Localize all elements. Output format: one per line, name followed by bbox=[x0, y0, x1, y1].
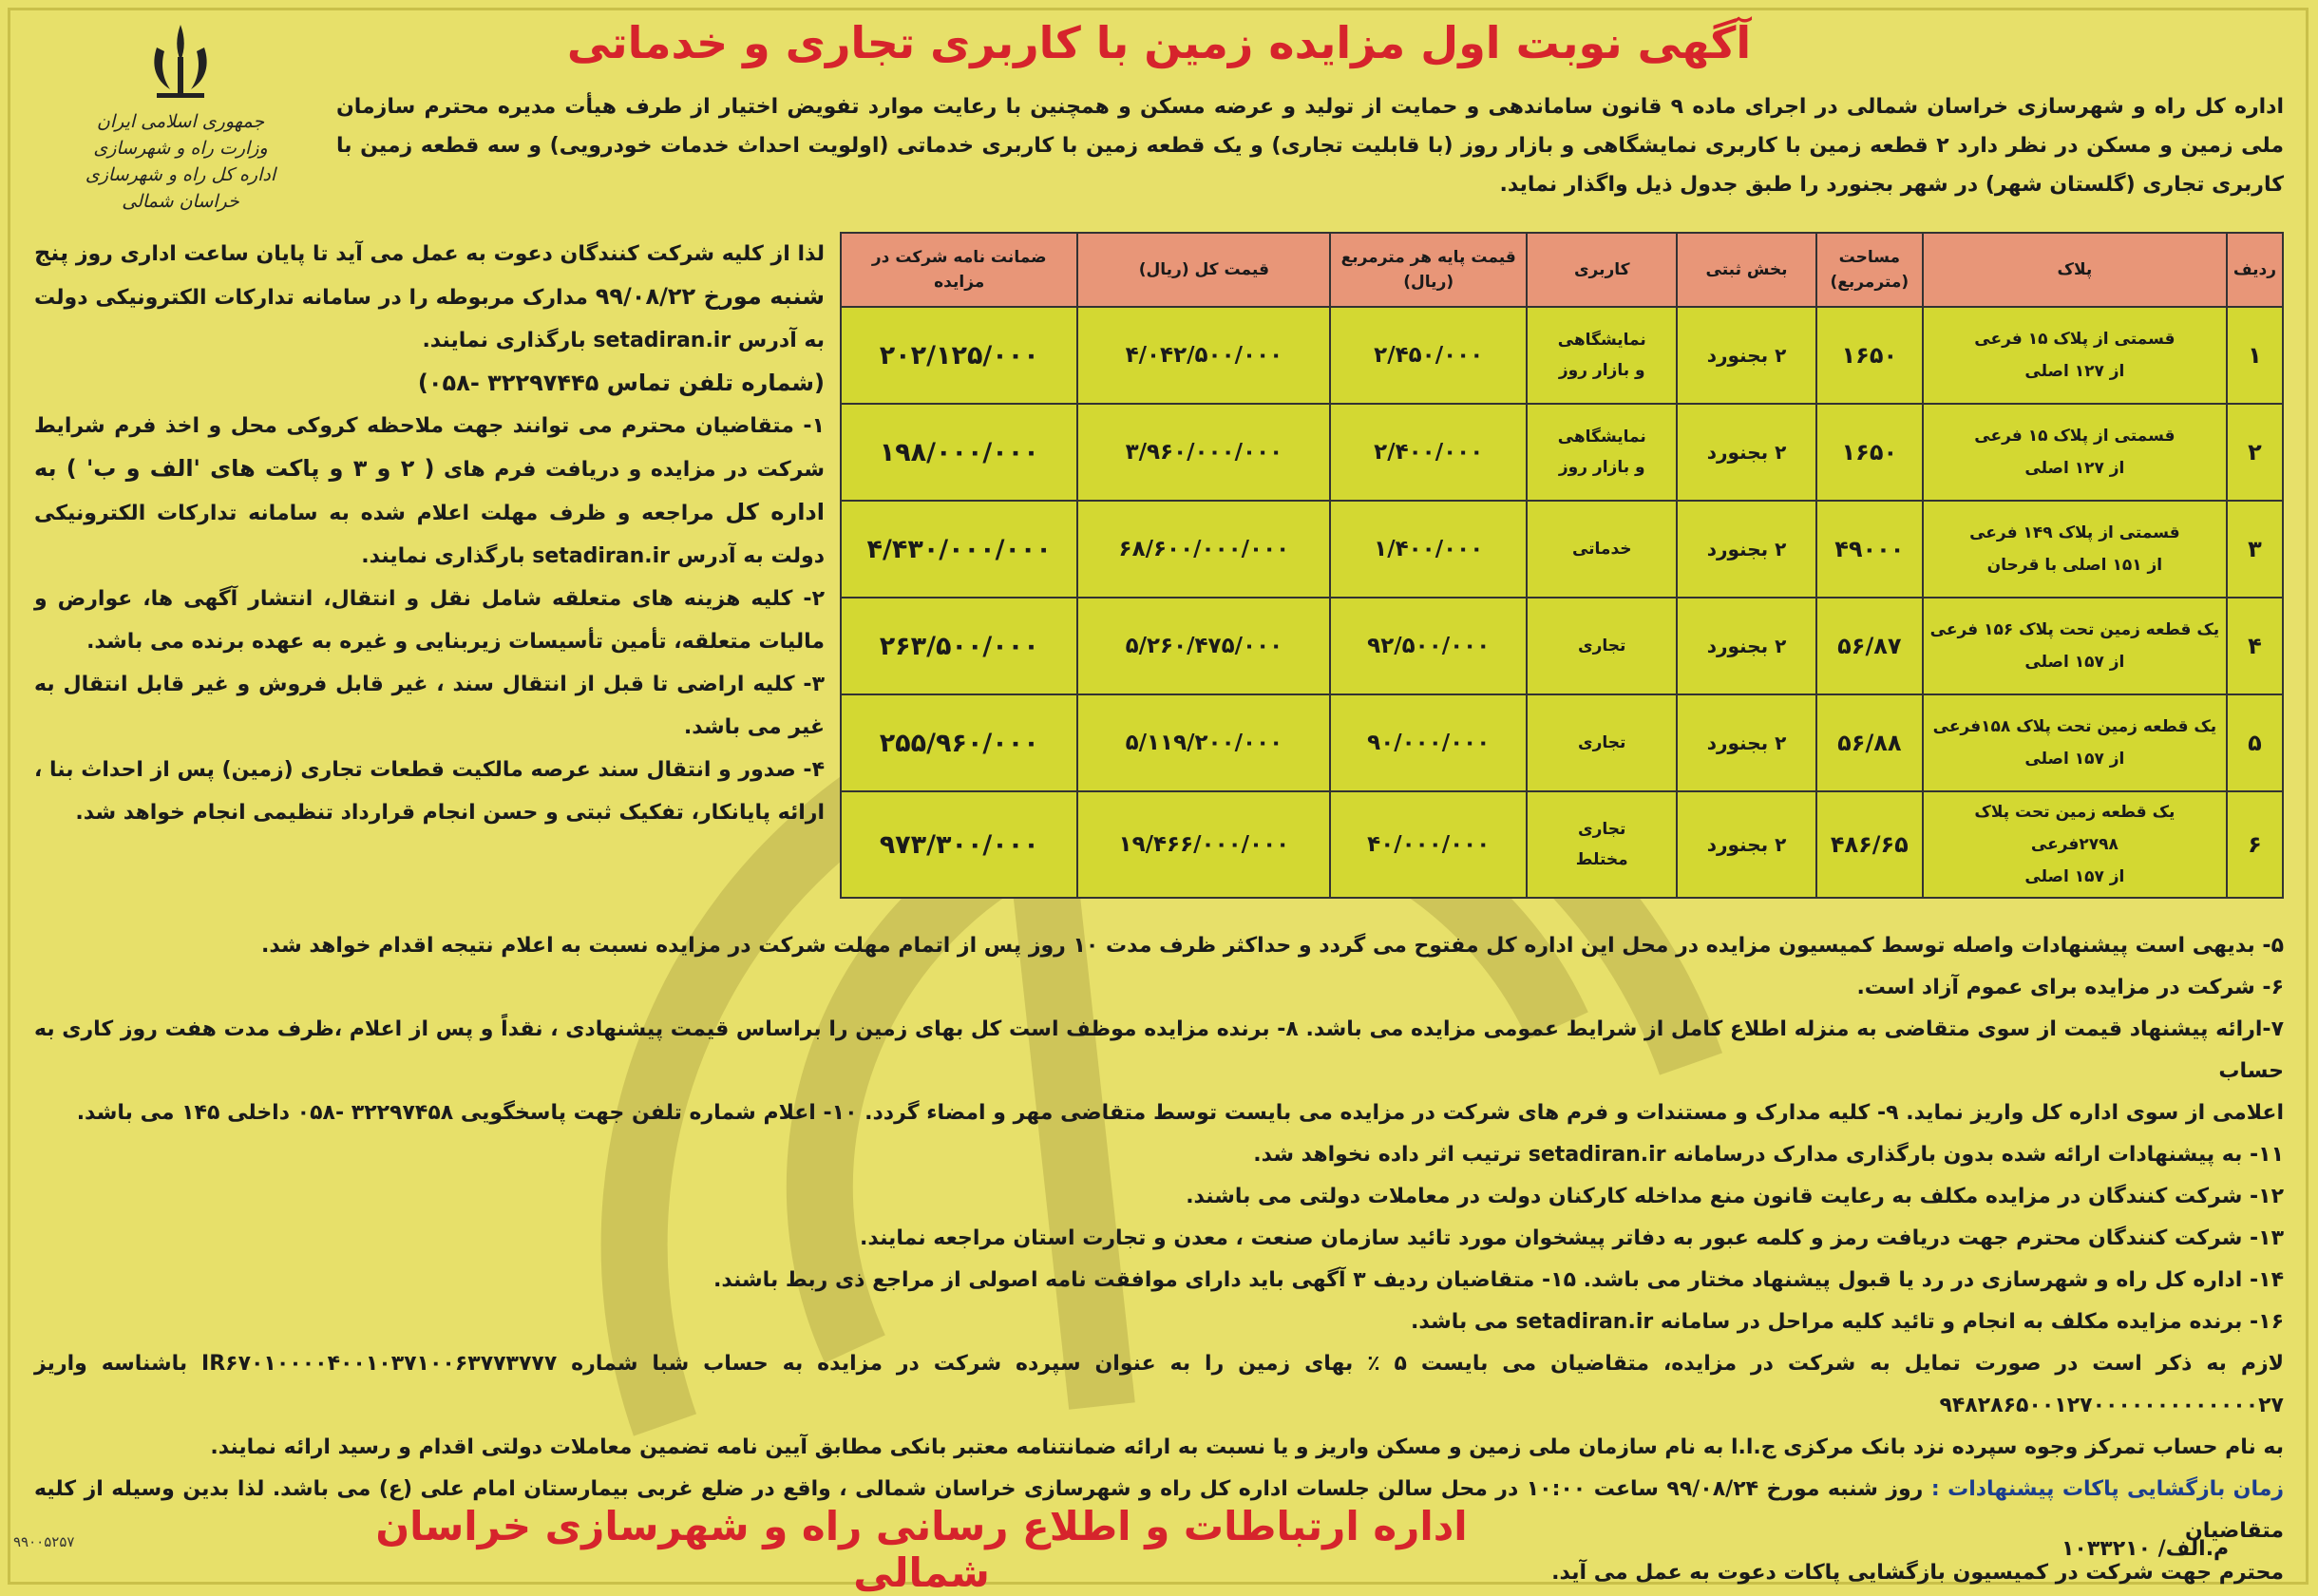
opening-label: زمان بازگشایی پاکات پیشنهادات : bbox=[1930, 1477, 2285, 1501]
parcel-line-1: قسمتی از پلاک ۱۴۹ فرعی bbox=[1969, 523, 2180, 542]
notice-title: آگهی نوبت اول مزایده زمین با کاربری تجاری و خدماتی bbox=[566, 17, 1752, 68]
cell-area: ۴۹۰۰۰ bbox=[1816, 501, 1923, 598]
cell-base-price: ۲/۴۵۰/۰۰۰ bbox=[1330, 307, 1527, 404]
condition-1-text-2: مراجعه و ظرف مهلت اعلام شده به سامانه تدارکات الکترونیکی دولت به آدرس bbox=[34, 502, 825, 568]
rule-11 bbox=[34, 1134, 2284, 1176]
condition-1-forms: ( ۲ و ۳ و پاکت های 'الف و ب' ) به اداره کل bbox=[34, 455, 825, 525]
cell-parcel bbox=[1923, 501, 2227, 598]
header-base-price: قیمت پایه هر مترمربع (ریال) bbox=[1330, 233, 1527, 307]
cell-total-price: ۴/۰۴۲/۵۰۰/۰۰۰ bbox=[1077, 307, 1330, 404]
condition-1-end: بارگذاری نمایند. bbox=[361, 544, 525, 568]
use-line-1: تجاری bbox=[1578, 733, 1626, 752]
cell-use bbox=[1527, 307, 1677, 404]
parcel-line-2: از ۱۲۷ اصلی bbox=[2024, 459, 2125, 478]
cell-use bbox=[1527, 404, 1677, 501]
deadline-date: پنج شنبه مورخ ۹۹/۰۸/۲۲ bbox=[34, 239, 825, 310]
parcel-line-1: قسمتی از پلاک ۱۵ فرعی bbox=[1974, 427, 2176, 446]
department-signature: اداره ارتباطات و اطلاع رسانی راه و شهرسازی خراسان شمالی bbox=[375, 1503, 1468, 1596]
rules-section bbox=[34, 925, 2284, 1594]
cell-row: ۵ bbox=[2227, 694, 2283, 791]
notice-code: م.الف/ ۱۰۳۳۲۱۰ bbox=[2062, 1537, 2230, 1561]
closing-invite: محترم جهت شرکت در کمیسیون بازگشایی پاکات دعوت به عمل می آید. bbox=[1551, 1561, 2284, 1585]
use-line-1: خدماتی bbox=[1571, 540, 1632, 559]
cell-area: ۴۸۶/۶۵ bbox=[1816, 791, 1923, 898]
parcel-line-2: از ۱۵۱ اصلی با قرحان bbox=[1986, 556, 2163, 575]
cell-area: ۱۶۵۰ bbox=[1816, 307, 1923, 404]
cell-use bbox=[1527, 694, 1677, 791]
cell-area: ۵۶/۸۸ bbox=[1816, 694, 1923, 791]
cell-total-price: ۵/۲۶۰/۴۷۵/۰۰۰ bbox=[1077, 598, 1330, 694]
cell-section: ۲ بجنورد bbox=[1677, 791, 1815, 898]
cell-area: ۱۶۵۰ bbox=[1816, 404, 1923, 501]
cell-row: ۴ bbox=[2227, 598, 2283, 694]
use-line-1: تجاری bbox=[1578, 820, 1626, 839]
rule-11-text: ۱۱- به پیشنهادات ارائه شده بدون بارگذاری مدارک درسامانه bbox=[1673, 1143, 2284, 1167]
rule-13: ۱۳- شرکت کنندگان محترم جهت دریافت رمز و کلمه عبور به دفاتر پیشخوان مورد تائید سازمان صنعت ، معدن و تجارت استان مراجعه نمایند. bbox=[860, 1226, 2284, 1250]
opening-text: روز شنبه مورخ ۹۹/۰۸/۲۴ ساعت ۱۰:۰۰ در محل سالن جلسات اداره کل راه و شهرسازی خراسان شمالی ، واقع در ضلع غربی بیمارستان امام علی (ع) می باشد. لذا بدین وسیله از کلیه متقاضیان bbox=[34, 1477, 2284, 1543]
land-table bbox=[840, 232, 2284, 899]
cell-parcel bbox=[1923, 598, 2227, 694]
cell-use bbox=[1527, 598, 1677, 694]
cell-section: ۲ بجنورد bbox=[1677, 404, 1815, 501]
deadline-instruction: مدارک مربوطه را در سامانه تدارکات الکترونیکی دولت به آدرس bbox=[34, 286, 825, 352]
cell-guarantee: ۲۰۲/۱۲۵/۰۰۰ bbox=[841, 307, 1077, 404]
rule-5: ۵- بدیهی است پیشنهادات واصله توسط کمیسیون مزایده در محل این اداره کل مفتوح می گردد و حداکثر ظرف مدت ۱۰ روز پس از اتمام مهلت شرکت در مزایده نسبت به اعلام نتیجه اقدام خواهد شد. bbox=[261, 934, 2284, 958]
rule-9-10: اعلامی از سوی اداره کل واریز نماید. ۹- کلیه مدارک و مستندات و فرم های شرکت در مزایده می بایست توسط متقاضی مهر و امضاء گردد. ۱۰- اعلام شماره تلفن جهت پاسخگویی ۳۲۲۹۷۴۵۸ -۰۵۸ داخلی ۱۴۵ می باشد. bbox=[76, 1101, 2284, 1125]
ministry-logo bbox=[57, 19, 304, 218]
contact-phone: (شماره تلفن تماس ۳۲۲۹۷۴۴۵ -۰۵۸) bbox=[417, 370, 825, 396]
cell-use bbox=[1527, 501, 1677, 598]
header-parcel: پلاک bbox=[1923, 233, 2227, 307]
cell-guarantee: ۲۵۵/۹۶۰/۰۰۰ bbox=[841, 694, 1077, 791]
deposit-note-2: به نام حساب تمرکز وجوه سپرده نزد بانک مرکزی ج.ا.ا به نام سازمان ملی زمین و مسکن واریز و یا نسبت به ارائه ضمانتنامه معتبر بانکی مطابق آیین نامه تضمین معاملات دولتی اقدام و رسید ارائه نمایند. bbox=[210, 1435, 2284, 1459]
parcel-line-1: یک قطعه زمین تحت پلاک ۱۵۶ فرعی bbox=[1929, 620, 2220, 639]
cell-area: ۵۶/۸۷ bbox=[1816, 598, 1923, 694]
table-header-row bbox=[841, 233, 2283, 307]
logo-line-1: جمهوری اسلامی ایران bbox=[96, 111, 265, 132]
table-row bbox=[841, 791, 2283, 898]
condition-4: ۴- صدور و انتقال سند عرصه مالکیت قطعات تجاری (زمین) پس از احداث بنا ، ارائه پایانکار، تفکیک ثبتی و حسن انجام قرارداد تنظیمی انجام خواهد شد. bbox=[34, 758, 825, 825]
condition-3: ۳- کلیه اراضی تا قبل از انتقال سند ، غیر قابل فروش و غیر قابل انتقال به غیر می باشد. bbox=[34, 673, 825, 739]
deposit-note-1: لازم به ذکر است در صورت تمایل به شرکت در مزایده، متقاضیان می بایست ۵ ٪ بهای زمین را به عنوان سپرده شرکت در مزایده به حساب شبا شماره IR۶۷۰۱۰۰۰۰۴۰۰۱۰۳۷۱۰۰۶۳۷۷۳۷۷۷ باشناسه واریز ۹۴۸۲۸۶۵۰۰۱۲۷۰۰۰۰۰۰۰۰۰۰۰۰۰۲۷ bbox=[34, 1352, 2284, 1417]
condition-2: ۲- کلیه هزینه های متعلقه شامل نقل و انتقال، انتشار آگهی ها، عوارض و مالیات متعلقه، تأمین تأسیسات زیربنایی و غیره به عهده برنده می باشد. bbox=[34, 587, 825, 654]
cell-total-price: ۱۹/۴۶۶/۰۰۰/۰۰۰ bbox=[1077, 791, 1330, 898]
cell-section: ۲ بجنورد bbox=[1677, 307, 1815, 404]
cell-total-price: ۶۸/۶۰۰/۰۰۰/۰۰۰ bbox=[1077, 501, 1330, 598]
cell-base-price: ۲/۴۰۰/۰۰۰ bbox=[1330, 404, 1527, 501]
table-row bbox=[841, 501, 2283, 598]
setadiran-link[interactable]: setadiran.ir bbox=[593, 329, 732, 352]
header-use: کاربری bbox=[1527, 233, 1677, 307]
rule-12: ۱۲- شرکت کنندگان در مزایده مکلف به رعایت قانون منع مداخله کارکنان دولت در معاملات دولتی می باشند. bbox=[1186, 1185, 2284, 1208]
cell-parcel bbox=[1923, 307, 2227, 404]
cell-row: ۲ bbox=[2227, 404, 2283, 501]
rule-6: ۶- شرکت در مزایده برای عموم آزاد است. bbox=[1856, 976, 2284, 999]
header-section: بخش ثبتی bbox=[1677, 233, 1815, 307]
cell-total-price: ۳/۹۶۰/۰۰۰/۰۰۰ bbox=[1077, 404, 1330, 501]
rule-16-end: می باشد. bbox=[1411, 1310, 1509, 1334]
deadline-end: بارگذاری نمایند. bbox=[422, 329, 586, 352]
use-line-2: مختلط bbox=[1575, 850, 1628, 869]
parcel-line-2: از ۱۲۷ اصلی bbox=[2024, 362, 2125, 381]
cell-row: ۶ bbox=[2227, 791, 2283, 898]
cell-base-price: ۹۰/۰۰۰/۰۰۰ bbox=[1330, 694, 1527, 791]
rule-16 bbox=[34, 1302, 2284, 1343]
cell-use bbox=[1527, 791, 1677, 898]
setadiran-link[interactable]: setadiran.ir bbox=[532, 544, 671, 568]
cell-parcel bbox=[1923, 791, 2227, 898]
condition-1-text: ۱- متقاضیان محترم می توانند جهت ملاحظه کروکی محل و اخذ فرم شرایط شرکت در مزایده و دریافت فرم های bbox=[34, 414, 826, 482]
rule-14-15: ۱۴- اداره کل راه و شهرسازی در رد یا قبول پیشنهاد مختار می باشد. ۱۵- متقاضیان ردیف ۳ آگهی باید دارای موافقت نامه اصولی از مراجع ذی ربط باشند. bbox=[713, 1268, 2284, 1292]
logo-line-2: وزارت راه و شهرسازی bbox=[93, 138, 268, 159]
logo-line-3: اداره کل راه و شهرسازی خراسان شمالی bbox=[85, 164, 276, 212]
header-area: مساحت (مترمربع) bbox=[1816, 233, 1923, 307]
emblem-icon bbox=[138, 19, 223, 104]
cell-guarantee: ۲۶۳/۵۰۰/۰۰۰ bbox=[841, 598, 1077, 694]
table-row bbox=[841, 404, 2283, 501]
cell-parcel bbox=[1923, 694, 2227, 791]
condition-1 bbox=[34, 405, 825, 578]
cell-section: ۲ بجنورد bbox=[1677, 598, 1815, 694]
intro-paragraph: اداره کل راه و شهرسازی خراسان شمالی در اجرای ماده ۹ قانون ساماندهی و حمایت از تولید و عرضه مسکن و همچنین با رعایت موارد تفویض اختیار از طرف هیأت مدیره محترم سازمان ملی زمین و مسکن در نظر دارد ۲ قطعه زمین با کاربری نمایشگاهی و بازار روز (با قابلیت تجاری) و یک قطعه زمین با کاربری خدماتی (اولویت احداث خدمات خودرویی) و سه قطعه زمین با کاربری تجاری (گلستان شهر) در شهر بجنورد را طبق جدول ذیل واگذار نماید. bbox=[336, 95, 2284, 197]
cell-parcel bbox=[1923, 404, 2227, 501]
cell-base-price: ۴۰/۰۰۰/۰۰۰ bbox=[1330, 791, 1527, 898]
cell-row: ۳ bbox=[2227, 501, 2283, 598]
rule-16-text: ۱۶- برنده مزایده مکلف به انجام و تائید کلیه مراحل در سامانه bbox=[1660, 1310, 2284, 1334]
rule-7-8: ۷-ارائه پیشنهاد قیمت از سوی متقاضی به منزله اطلاع کامل از شرایط عمومی مزایده می باشد. ۸- برنده مزایده موظف است کل بهای زمین را براساس قیمت پیشنهادی ، نقداً و پس از اعلام ،ظرف مدت هفت روز کاری به حساب bbox=[34, 1017, 2284, 1083]
side-conditions bbox=[34, 232, 825, 834]
table-row bbox=[841, 307, 2283, 404]
setadiran-link[interactable]: setadiran.ir bbox=[1528, 1143, 1666, 1167]
cell-section: ۲ بجنورد bbox=[1677, 501, 1815, 598]
table-row bbox=[841, 694, 2283, 791]
parcel-line-1: قسمتی از پلاک ۱۵ فرعی bbox=[1974, 330, 2176, 349]
parcel-line-2: از ۱۵۷ اصلی bbox=[2024, 653, 2125, 672]
use-line-1: تجاری bbox=[1578, 636, 1626, 656]
cell-row: ۱ bbox=[2227, 307, 2283, 404]
parcel-line-1: یک قطعه زمین تحت پلاک ۱۵۸فرعی bbox=[1932, 717, 2217, 736]
use-line-2: و بازار روز bbox=[1558, 361, 1645, 380]
table-row bbox=[841, 598, 2283, 694]
cell-guarantee: ۹۷۳/۳۰۰/۰۰۰ bbox=[841, 791, 1077, 898]
header-row-number: ردیف bbox=[2227, 233, 2283, 307]
rule-11-end: ترتیب اثر داده نخواهد شد. bbox=[1253, 1143, 1522, 1167]
header-total-price: قیمت کل (ریال) bbox=[1077, 233, 1330, 307]
parcel-line-1: یک قطعه زمین تحت پلاک ۲۷۹۸فرعی bbox=[1974, 803, 2176, 854]
cell-base-price: ۹۲/۵۰۰/۰۰۰ bbox=[1330, 598, 1527, 694]
cell-guarantee: ۱۹۸/۰۰۰/۰۰۰ bbox=[841, 404, 1077, 501]
cell-section: ۲ بجنورد bbox=[1677, 694, 1815, 791]
header-guarantee: ضمانت نامه شرکت در مزایده bbox=[841, 233, 1077, 307]
deadline-intro: لذا از کلیه شرکت کنندگان دعوت به عمل می آید تا پایان ساعت اداری روز bbox=[75, 242, 825, 266]
use-line-1: نمایشگاهی bbox=[1557, 428, 1646, 446]
side-code: ۹۹۰۰۵۲۵۷ bbox=[13, 1533, 75, 1550]
use-line-2: و بازار روز bbox=[1558, 458, 1645, 477]
parcel-line-2: از ۱۵۷ اصلی bbox=[2024, 867, 2125, 886]
parcel-line-2: از ۱۵۷ اصلی bbox=[2024, 750, 2125, 769]
cell-total-price: ۵/۱۱۹/۲۰۰/۰۰۰ bbox=[1077, 694, 1330, 791]
setadiran-link[interactable]: setadiran.ir bbox=[1515, 1310, 1654, 1334]
cell-guarantee: ۴/۴۳۰/۰۰۰/۰۰۰ bbox=[841, 501, 1077, 598]
use-line-1: نمایشگاهی bbox=[1557, 331, 1646, 350]
cell-base-price: ۱/۴۰۰/۰۰۰ bbox=[1330, 501, 1527, 598]
